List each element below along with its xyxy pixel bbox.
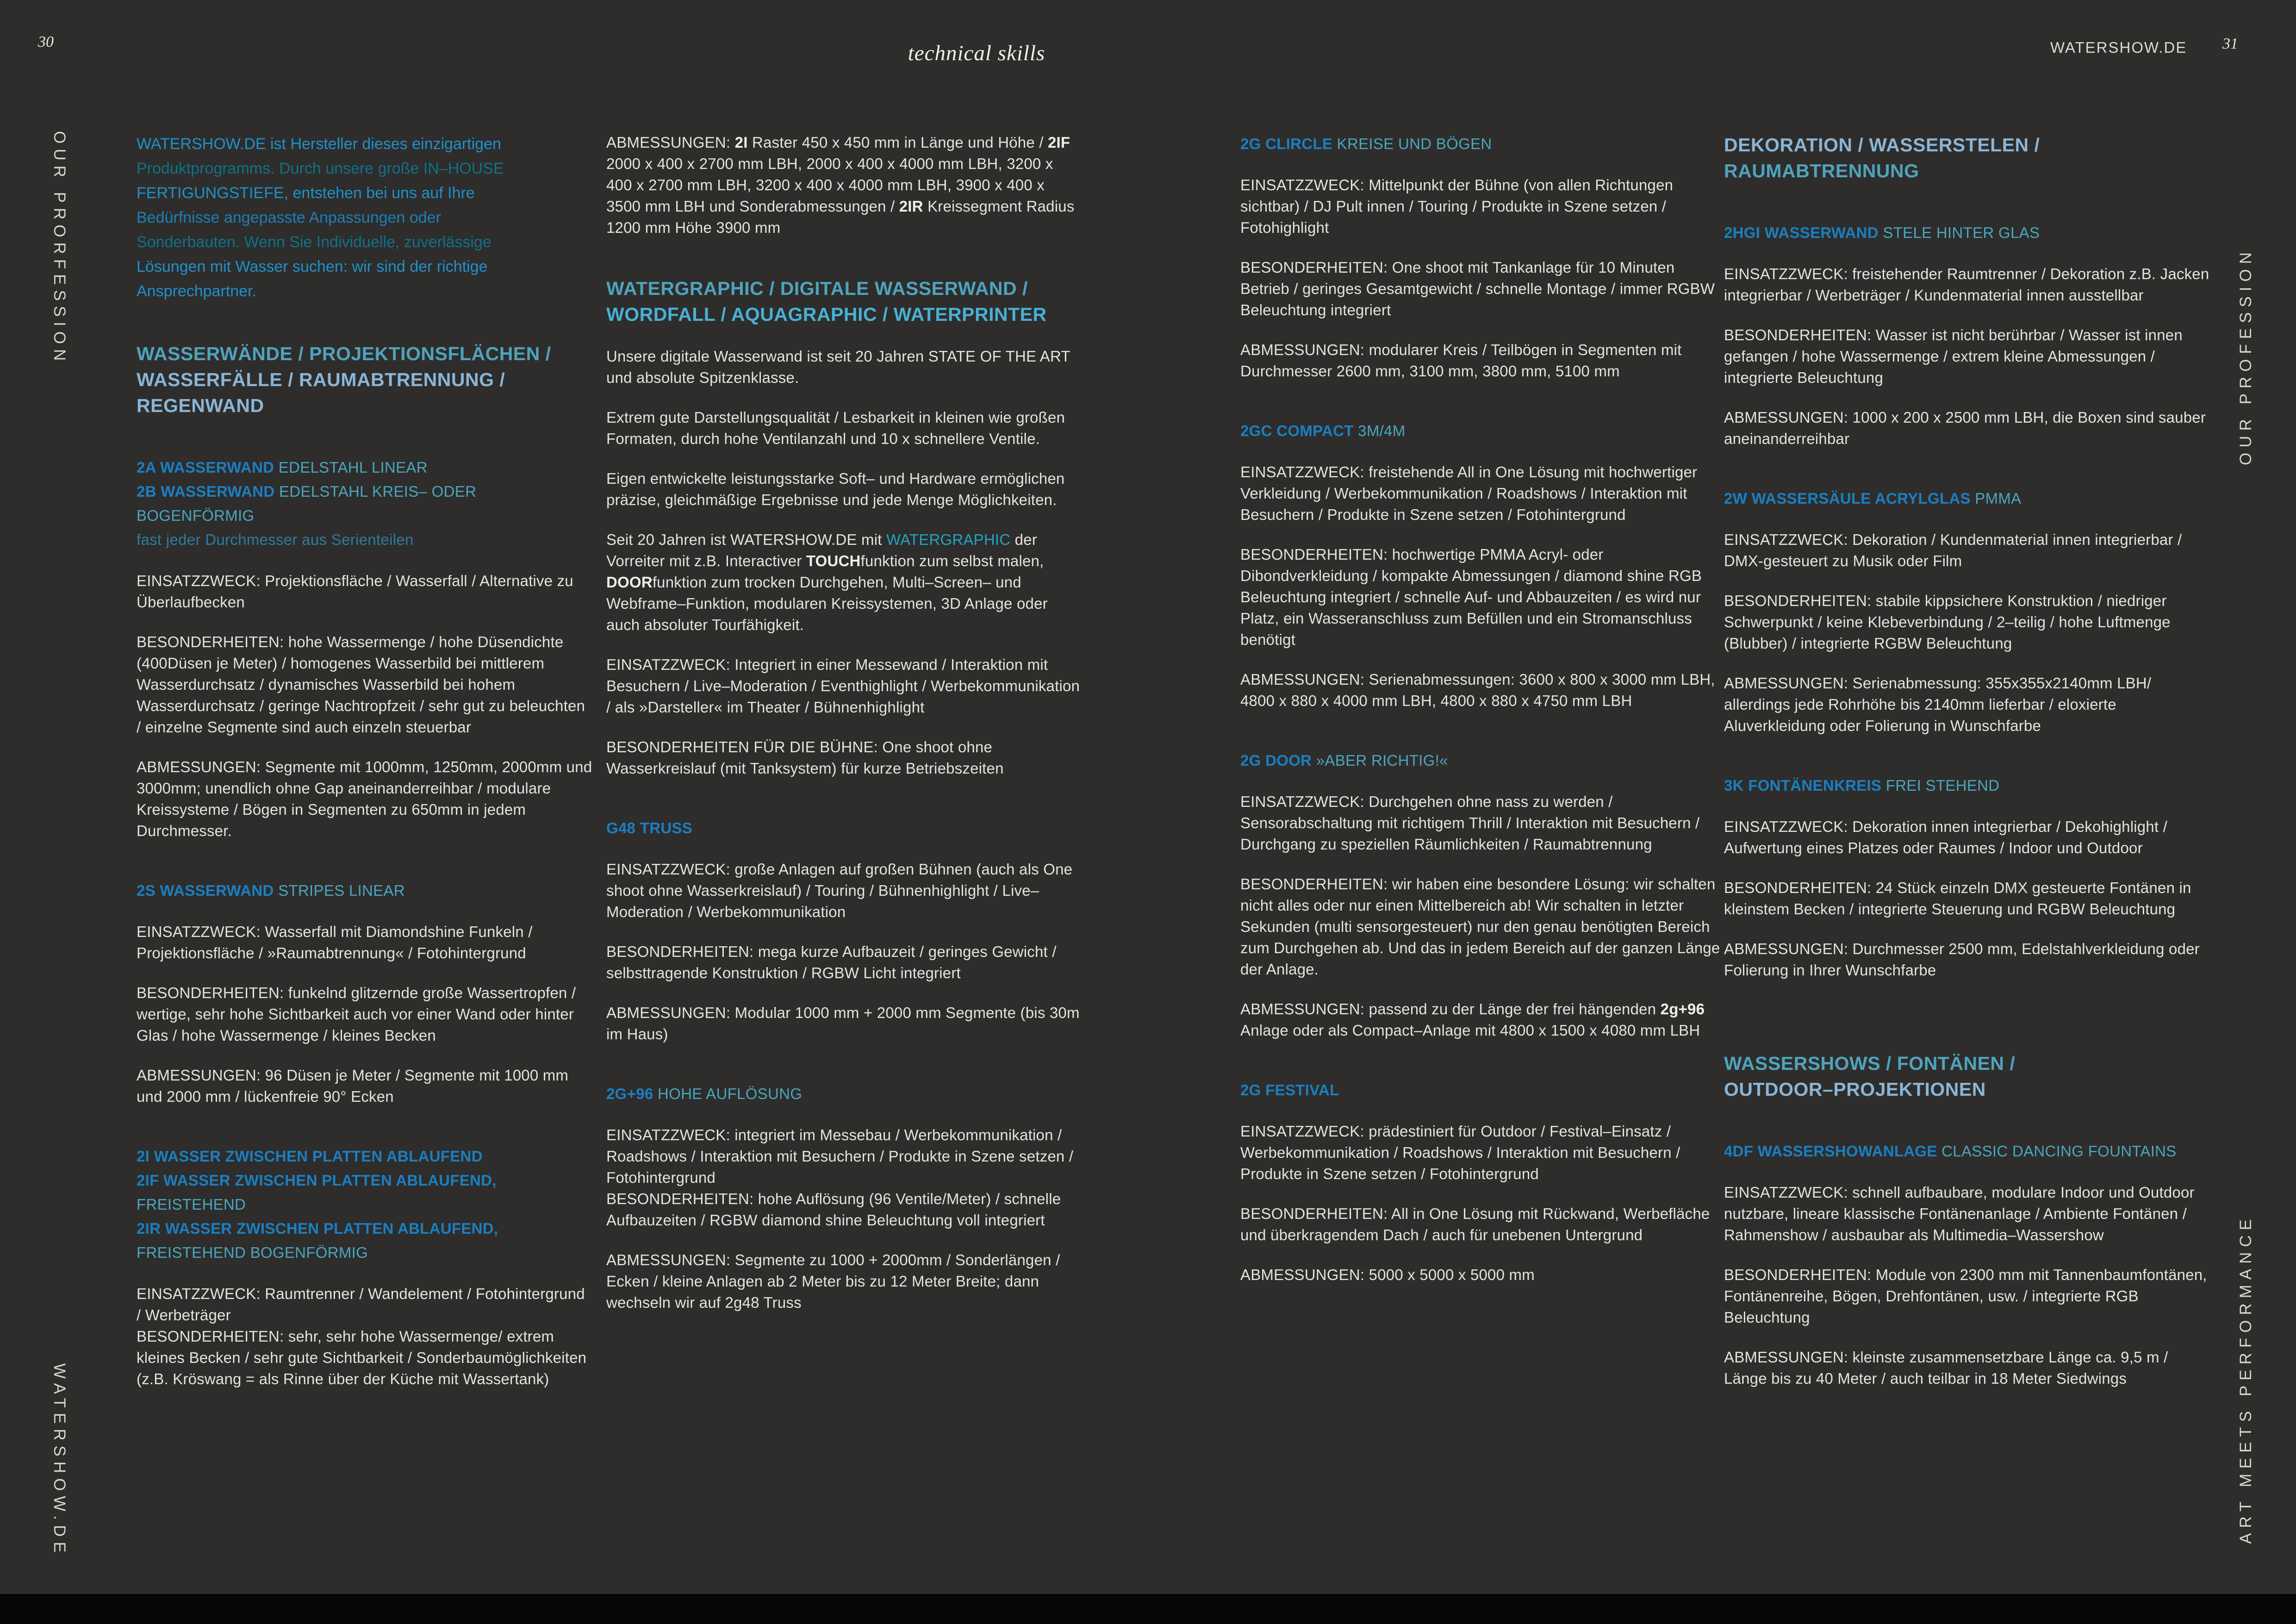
text-column-4 [1724,132,2215,1389]
product-subhead: 2G DOOR »ABER RICHTIG!« [1240,752,1448,769]
section-heading: WATERGRAPHIC / DIGITALE WASSERWAND / WORDFALL / AQUAGRAPHIC / WATERPRINTER [606,278,1047,325]
text-column-1 [137,132,592,1390]
body-paragraph: ABMESSUNGEN: 96 Düsen je Meter / Segmente mit 1000 mm und 2000 mm / lückenfreie 90° Ecken [137,1067,569,1105]
body-paragraph: EINSATZZWECK: prädestiniert für Outdoor / Festival–Einsatz / Werbekommunikation / Roadshows / Interaktion mit Besuchern / Produkte in Szene setzen / Fotohintergrund [1240,1123,1680,1182]
body-paragraph: EINSATZZWECK: Projektionsfläche / Wasserfall / Alternative zu Überlaufbecken [137,572,573,611]
body-paragraph: (z.B. Kröswang = als Rinne über der Küche mit Wassertank) [137,1370,549,1387]
product-subhead: 2G FESTIVAL [1240,1081,1339,1099]
body-paragraph: EINSATZZWECK: integriert im Messebau / Werbekommunikation / Roadshows / Interaktion mit Besuchern / Produkte in Szene setzen / Fotohintergrund [606,1126,1074,1186]
body-paragraph: Unsere digitale Wasserwand ist seit 20 Jahren STATE OF THE ART und absolute Spitzenklasse. [606,348,1070,386]
body-paragraph: BESONDERHEITEN: mega kurze Aufbauzeit / geringes Gewicht / selbsttragende Konstruktion / RGBW Licht integriert [606,943,1057,981]
body-paragraph: EINSATZZWECK: Dekoration innen integrierbar / Dekohighlight / Aufwertung eines Platzes oder Raumes / Indoor und Outdoor [1724,818,2167,856]
side-label-watershow: WATERSHOW.DE [50,1363,68,1558]
body-paragraph: EINSATZZWECK: freistehender Raumtrenner / Dekoration z.B. Jacken integrierbar / Werbeträger / Kundenmaterial innen ausstellbar [1724,265,2209,304]
body-paragraph: BESONDERHEITEN: hohe Wassermenge / hohe Düsendichte (400Düsen je Meter) / homogenes Wasserbild bei mittlerem Wasserdurchsatz / dynamisches Wasserbild bei hohem Wasserdurchsatz / geringe Nachtropfzeit / sehr gut zu beleuchten / einzelne Segmente sind auch einzeln steuerbar [137,633,585,736]
footer-bar [0,1594,2296,1624]
body-paragraph: ABMESSUNGEN: 5000 x 5000 x 5000 mm [1240,1266,1535,1283]
body-paragraph: EINSATZZWECK: schnell aufbaubare, modulare Indoor und Outdoor nutzbare, lineare klassische Fontänenanlage / Ambiente Fontänen / Rahmenshow / ausbaubar als Multimedia–Wassershow [1724,1184,2195,1243]
section-heading: WASSERSHOWS / FONTÄNEN / OUTDOOR–PROJEKTIONEN [1724,1053,2016,1100]
body-paragraph: BESONDERHEITEN: Wasser ist nicht berührbar / Wasser ist innen gefangen / hohe Wassermenge / extrem kleine Abmessungen / integrierte Beleuchtung [1724,326,2183,386]
body-paragraph: BESONDERHEITEN: All in One Lösung mit Rückwand, Werbefläche und überkragendem Dach / auch für unebenen Untergrund [1240,1205,1710,1243]
body-paragraph: EINSATZZWECK: Wasserfall mit Diamondshine Funkeln / Projektionsfläche / »Raumabtrennung« / Fotohintergrund [137,923,533,962]
side-label-our-profession-right: OUR PROFESSION [2237,247,2255,465]
product-subhead: G48 TRUSS [606,819,693,837]
body-paragraph: BESONDERHEITEN: hohe Auflösung (96 Ventile/Meter) / schnelle Aufbauzeiten / RGBW diamond shine Beleuchtung voll integriert [606,1190,1061,1229]
body-paragraph: EINSATZZWECK: Integriert in einer Messewand / Interaktion mit Besuchern / Live–Moderation / Eventhighlight / Werbekommunikation / als »Darsteller« im Theater / Bühnenhighlight [606,656,1080,716]
side-label-our-profession-left: OUR PRORFESSION [50,131,68,366]
product-subhead: 4DF WASSERSHOWANLAGE CLASSIC DANCING FOUNTAINS [1724,1143,2177,1160]
body-paragraph: BESONDERHEITEN FÜR DIE BÜHNE: One shoot ohne Wasserkreislauf (mit Tanksystem) für kurze Betriebszeiten [606,738,1004,777]
body-paragraph: ABMESSUNGEN: Segmente mit 1000mm, 1250mm, 2000mm und 3000mm; unendlich ohne Gap aneinanderreihbar / modulare Kreissysteme / Bögen in Segmenten zu 650mm in jedem Durchmesser. [137,758,592,839]
product-subhead: 2GC COMPACT 3M/4M [1240,422,1406,439]
body-paragraph: BESONDERHEITEN: hochwertige PMMA Acryl- oder Dibondverkleidung / kompakte Abmessungen / diamond shine RGB Beleuchtung integriert / schnelle Auf- und Abbauzeiten / es wird nur Platz, ein Wasseranschluss zum Befüllen und ein Stromanschluss benötigt [1240,546,1702,648]
page-number-left: 30 [38,33,54,50]
body-paragraph: ABMESSUNGEN: modularer Kreis / Teilbögen in Segmenten mit Durchmesser 2600 mm, 3100 mm, 3800 mm, 5100 mm [1240,341,1682,380]
body-paragraph: ABMESSUNGEN: Modular 1000 mm + 2000 mm Segmente (bis 30m im Haus) [606,1004,1080,1043]
body-paragraph: BESONDERHEITEN: 24 Stück einzeln DMX gesteuerte Fontänen in kleinstem Becken / integrierte Steuerung und RGBW Beleuchtung [1724,879,2191,918]
intro-paragraph: WATERSHOW.DE ist Hersteller dieses einzigartigen Produktprogramms. Durch unsere große IN–HOUSE FERTIGUNGSTIEFE, entstehen bei uns auf Ihre Bedürfnisse angepasste Anpassungen oder Sonderbauten. Wenn Sie Individuelle, zuverlässige Lösungen mit Wasser suchen: wir sind der richtige Ansprechpartner. [137,135,504,300]
body-paragraph: Extrem gute Darstellungsqualität / Lesbarkeit in kleinen wie großen Formaten, durch hohe Ventilanzahl und 10 x schnellere Ventile. [606,409,1065,447]
body-paragraph: ABMESSUNGEN: 2I Raster 450 x 450 mm in Länge und Höhe / 2IF 2000 x 400 x 2700 mm LBH, 2000 x 400 x 4000 mm LBH, 3200 x 400 x 2700 mm LBH, 3200 x 400 x 4000 mm LBH, 3900 x 400 x 3500 mm LBH und Sonderabmessungen / 2IR Kreissegment Radius 1200 mm Höhe 3900 mm [606,134,1075,236]
body-paragraph: EINSATZZWECK: große Anlagen auf großen Bühnen (auch als One shoot ohne Wasserkreislauf) / Touring / Bühnenhighlight / Live–Moderation / Werbekommunikation [606,861,1073,920]
body-paragraph: BESONDERHEITEN: One shoot mit Tankanlage für 10 Minuten Betrieb / geringes Gesamtgewicht / schnelle Montage / immer RGBW Beleuchtung integriert [1240,259,1715,319]
product-subhead: 2A WASSERWAND EDELSTAHL LINEAR 2B WASSERWAND EDELSTAHL KREIS– ODER BOGENFÖRMIG fast jeder Durchmesser aus Serienteilen [137,459,477,548]
body-paragraph: Eigen entwickelte leistungsstarke Soft– und Hardware ermöglichen präzise, gleichmäßige Ergebnisse und jede Menge Möglichkeiten. [606,470,1065,508]
text-column-3 [1240,132,1722,1286]
section-heading: WASSERWÄNDE / PROJEKTIONSFLÄCHEN / WASSERFÄLLE / RAUMABTRENNUNG / REGENWAND [137,343,551,416]
body-paragraph: ABMESSUNGEN: Serienabmessungen: 3600 x 800 x 3000 mm LBH, 4800 x 880 x 4000 mm LBH, 4800 x 880 x 4750 mm LBH [1240,671,1715,709]
brand-header: WATERSHOW.DE [2050,39,2187,56]
body-paragraph: BESONDERHEITEN: sehr, sehr hohe Wassermenge/ extrem kleines Becken / sehr gute Sichtbarkeit / Sonderbaumöglichkeiten [137,1328,587,1366]
body-paragraph: EINSATZZWECK: Raumtrenner / Wandelement / Fotohintergrund / Werbeträger [137,1285,585,1324]
product-subhead: 2S WASSERWAND STRIPES LINEAR [137,882,405,899]
section-heading: DEKORATION / WASSERSTELEN / RAUMABTRENNUNG [1724,134,2040,181]
body-paragraph: EINSATZZWECK: Mittelpunkt der Bühne (von allen Richtungen sichtbar) / DJ Pult innen / Touring / Produkte in Szene setzen / Fotohighlight [1240,176,1674,236]
product-subhead: 2G CLIRCLE KREISE UND BÖGEN [1240,135,1492,152]
body-paragraph: EINSATZZWECK: Durchgehen ohne nass zu werden / Sensorabschaltung mit richtigem Thrill / Interaktion mit Besuchern / Durchgang zu speziellen Räumlichkeiten / Raumabtrennung [1240,793,1700,853]
body-paragraph: BESONDERHEITEN: wir haben eine besondere Lösung: wir schalten nicht alles oder nur einen Mittelbereich ab! Wir schalten in letzter Sekunden (multi sensorgesteuert) nur den genau benötigten Bereich zum Durchgehen ab. Und das in jedem Bereich auf der ganzen Länge der Anlage. [1240,875,1720,978]
body-paragraph: ABMESSUNGEN: kleinste zusammensetzbare Länge ca. 9,5 m / Länge bis zu 40 Meter / auch teilbar in 18 Meter Siedwings [1724,1349,2168,1387]
body-paragraph: ABMESSUNGEN: Durchmesser 2500 mm, Edelstahlverkleidung oder Folierung in Ihrer Wunschfarbe [1724,940,2200,979]
text-column-2 [606,132,1083,1313]
product-subhead: 2I WASSER ZWISCHEN PLATTEN ABLAUFEND 2IF WASSER ZWISCHEN PLATTEN ABLAUFEND, FREISTEHEND 2IR WASSER ZWISCHEN PLATTEN ABLAUFEND, FREISTEHEND BOGENFÖRMIG [137,1148,498,1261]
side-label-art-meets-performance: ART MEETS PERFORMANCE [2237,1214,2255,1544]
product-subhead: 2HGI WASSERWAND STELE HINTER GLAS [1724,224,2040,241]
body-paragraph: ABMESSUNGEN: passend zu der Länge der frei hängenden 2g+96 Anlage oder als Compact–Anlage mit 4800 x 1500 x 4080 mm LBH [1240,1000,1705,1039]
body-paragraph: BESONDERHEITEN: funkelnd glitzernde große Wassertropfen / wertige, sehr hohe Sichtbarkeit auch vor einer Wand oder hinter Glas / hohe Wassermenge / kleines Becken [137,984,576,1044]
body-paragraph: ABMESSUNGEN: Segmente zu 1000 + 2000mm / Sonderlängen / Ecken / kleine Anlagen ab 2 Meter bis zu 12 Meter Breite; dann wechseln wir auf 2g48 Truss [606,1251,1060,1311]
product-subhead: 2G+96 HOHE AUFLÖSUNG [606,1085,803,1102]
body-paragraph: ABMESSUNGEN: Serienabmessung: 355x355x2140mm LBH/ allerdings jede Rohrhöhe bis 2140mm lieferbar / eloxierte Aluverkleidung oder Folierung in Wunschfarbe [1724,675,2152,734]
body-paragraph: Seit 20 Jahren ist WATERSHOW.DE mit WATERGRAPHIC der Vorreiter mit z.B. Interactiver TOUCHfunktion zum selbst malen, DOORfunktion zum trocken Durchgehen, Multi–Screen– und Webframe–Funktion, modularen Kreissystemen, 3D Anlage oder auch absoluter Tourfähigkeit. [606,531,1048,633]
body-paragraph: EINSATZZWECK: Dekoration / Kundenmaterial innen integrierbar / DMX-gesteuert zu Musik oder Film [1724,531,2182,569]
body-paragraph: BESONDERHEITEN: Module von 2300 mm mit Tannenbaumfontänen, Fontänenreihe, Bögen, Drehfontänen, usw. / integrierte RGB Beleuchtung [1724,1266,2207,1326]
product-subhead: 2W WASSERSÄULE ACRYLGLAS PMMA [1724,490,2022,507]
body-paragraph: BESONDERHEITEN: stabile kippsichere Konstruktion / niedriger Schwerpunkt / keine Klebeverbindung / 2–teilig / hohe Luftmenge (Blubber) / integrierte RGBW Beleuchtung [1724,592,2171,652]
product-subhead: 3K FONTÄNENKREIS FREI STEHEND [1724,777,2000,794]
body-paragraph: EINSATZZWECK: freistehende All in One Lösung mit hochwertiger Verkleidung / Werbekommunikation / Roadshows / Interaktion mit Besuchern / Produkte in Szene setzen / Fotohintergrund [1240,463,1698,523]
page-number-right: 31 [2222,35,2238,52]
page-title: technical skills [908,41,1045,65]
body-paragraph: ABMESSUNGEN: 1000 x 200 x 2500 mm LBH, die Boxen sind sauber aneinanderreihbar [1724,409,2206,447]
